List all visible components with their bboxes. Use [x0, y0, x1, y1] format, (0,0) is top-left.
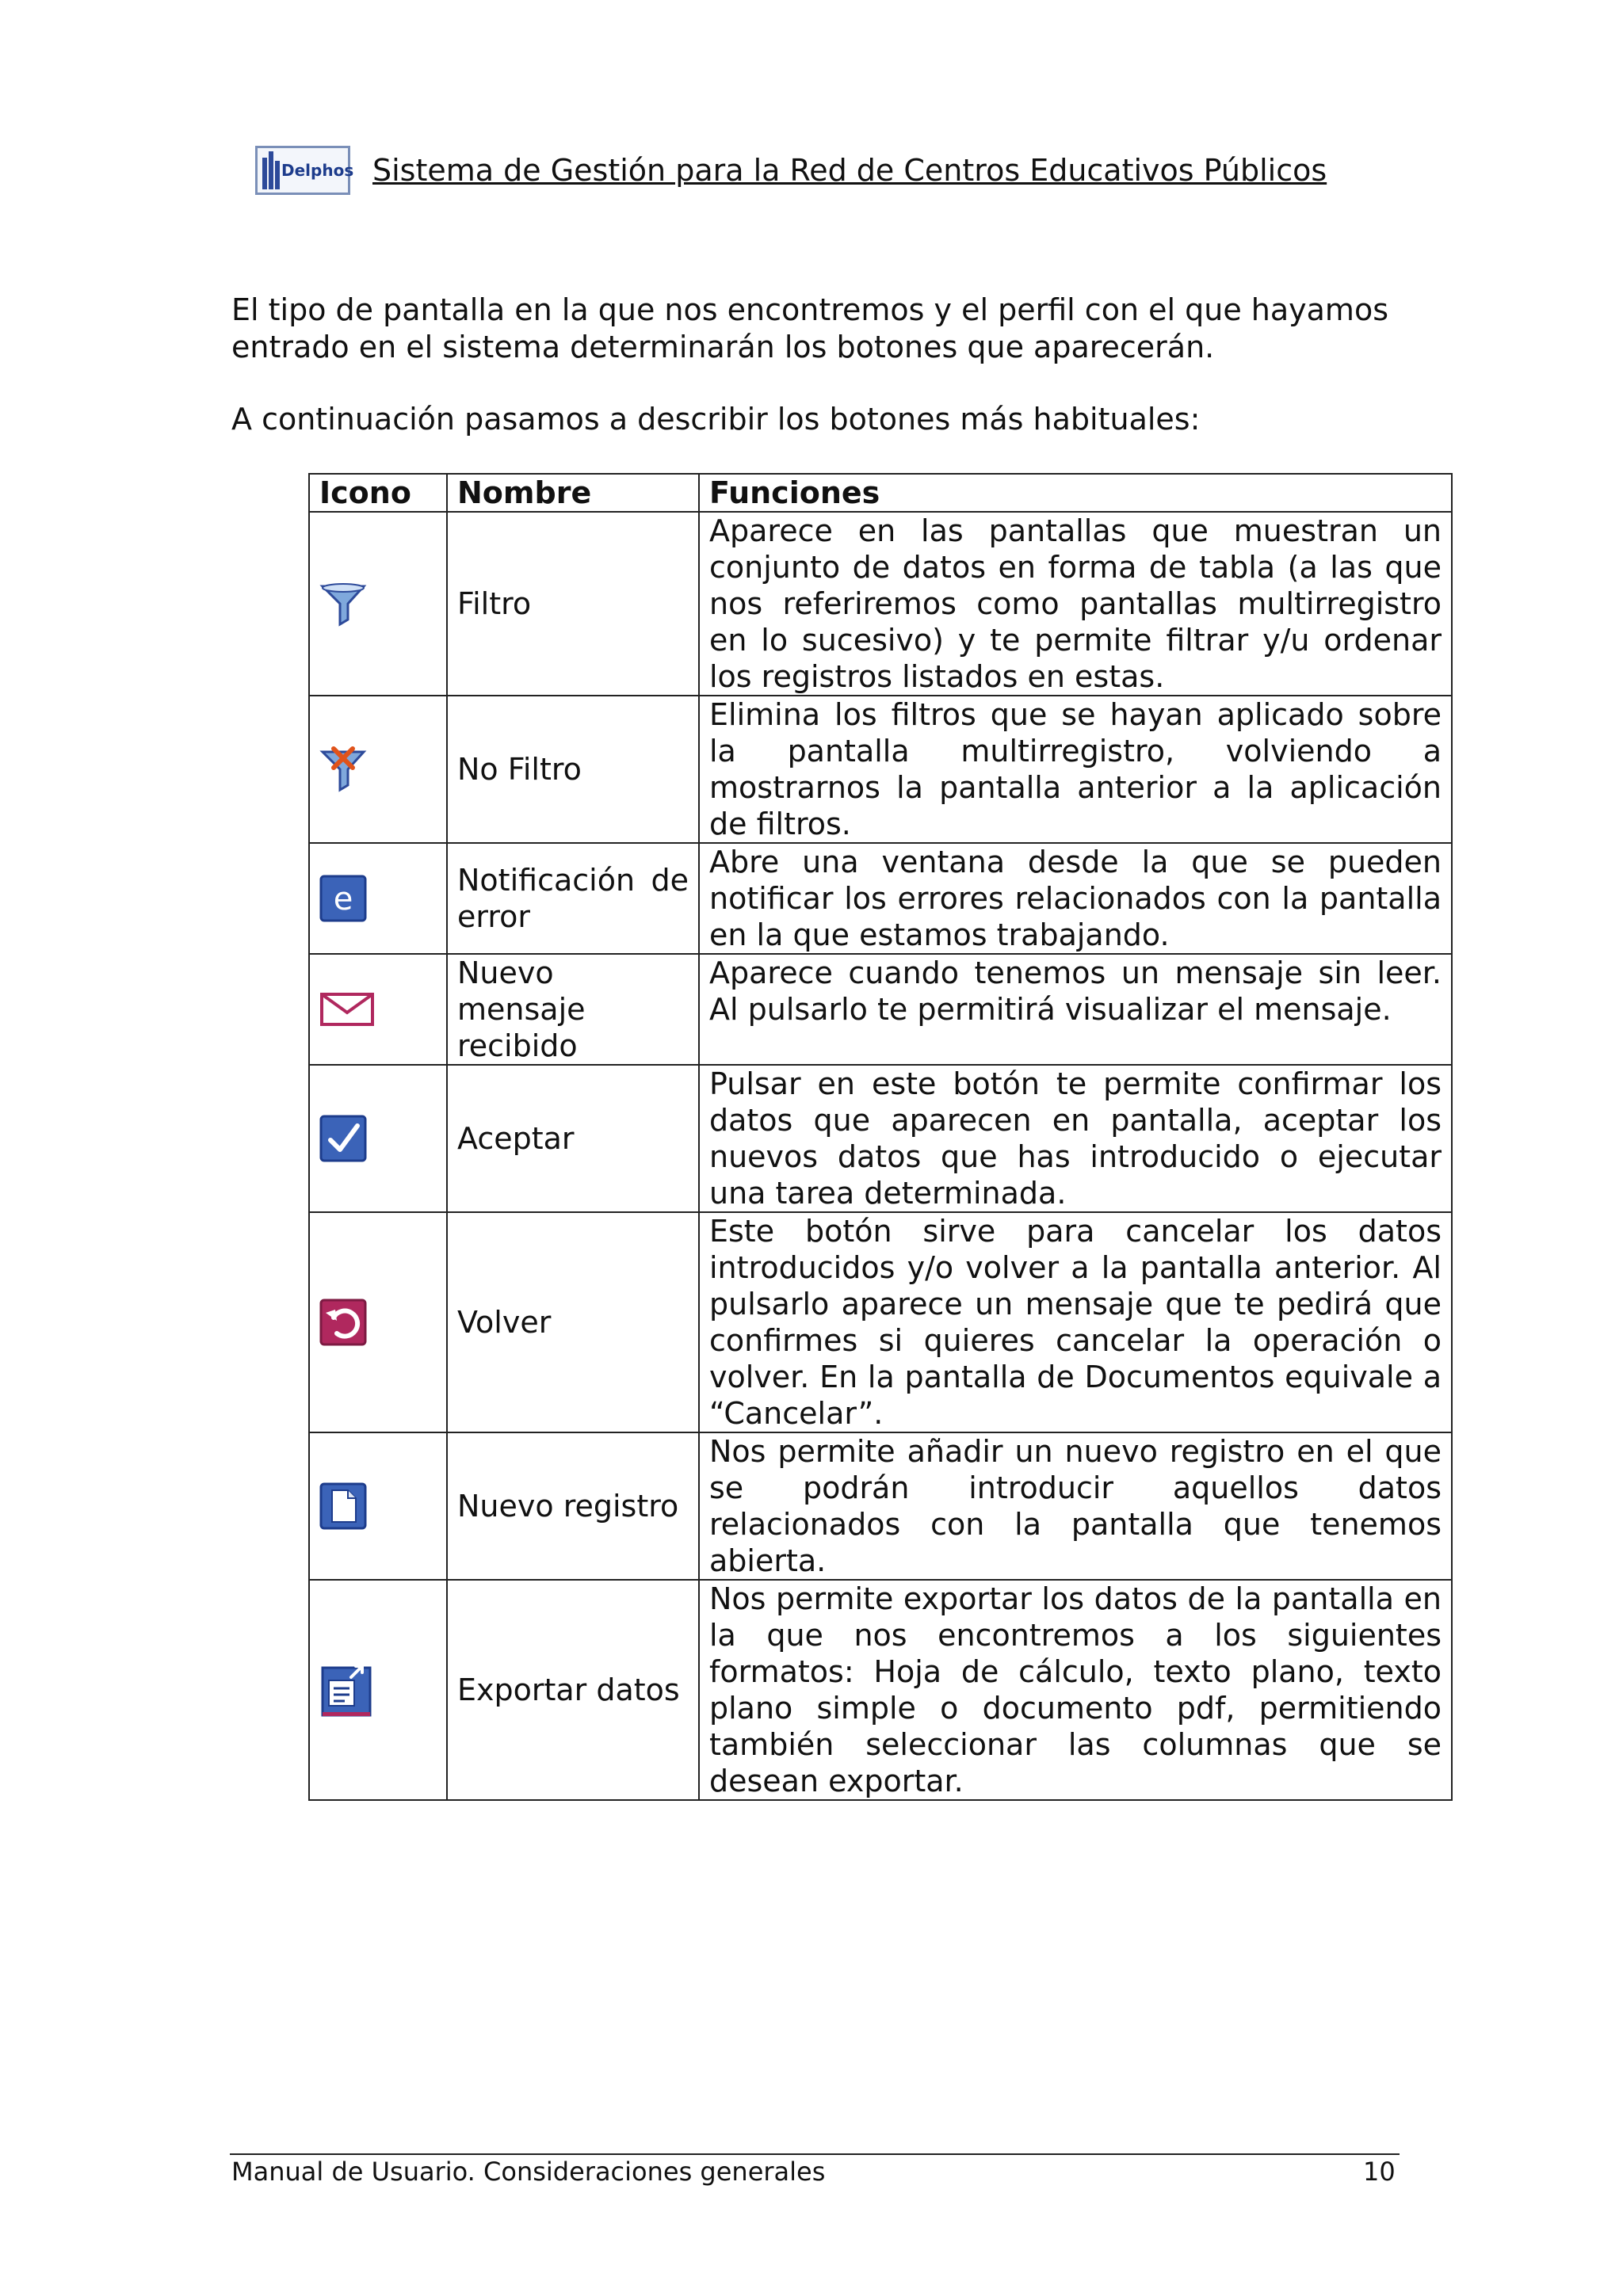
table-row: [309, 843, 1452, 954]
table-row: [309, 696, 1452, 843]
logo-pillars-icon: [262, 151, 280, 189]
row-name: Filtro: [447, 512, 699, 696]
logo-text: Delphos: [281, 161, 354, 180]
row-name: No Filtro: [447, 696, 699, 843]
row-name: Nuevo mensaje recibido: [447, 954, 699, 1065]
icon-cell: [309, 954, 447, 1065]
table-row: [309, 1432, 1452, 1580]
row-function: Abre una ventana desde la que se pueden notificar los errores relacionados con la pantalla en la que estamos trabajando.: [699, 843, 1452, 954]
row-function: Nos permite añadir un nuevo registro en el que se podrán introducir aquellos datos relacionados con la pantalla que tenemos abierta.: [699, 1432, 1452, 1580]
header-title: Sistema de Gestión para la Red de Centros Educativos Públicos: [372, 153, 1327, 188]
footer-divider: [230, 2153, 1400, 2155]
table-row: [309, 512, 1452, 696]
table-row: [309, 1580, 1452, 1800]
header-name: Nombre: [447, 474, 699, 512]
icon-cell: [309, 512, 447, 696]
icon-cell: [309, 1580, 447, 1800]
envelope-icon[interactable]: [319, 992, 375, 1027]
table-row: [309, 954, 1452, 1065]
icon-cell: [309, 1065, 447, 1212]
intro-paragraph-2: A continuación pasamos a describir los botones más habituales:: [231, 402, 1201, 437]
error-report-icon[interactable]: [319, 875, 367, 922]
row-name: Aceptar: [447, 1065, 699, 1212]
new-document-icon[interactable]: [319, 1482, 367, 1530]
svg-text:e: e: [333, 881, 353, 917]
row-name: Nuevo registro: [447, 1432, 699, 1580]
row-function: Este botón sirve para cancelar los datos introducidos y/o volver a la pantalla anterior. Al pulsarlo aparece un mensaje que te pedirá que confirmes si quieres cancelar la operación o volver. En la pantalla de Documentos equivale a “Cancelar”.: [699, 1212, 1452, 1432]
intro-paragraph-1: El tipo de pantalla en la que nos encontremos y el perfil con el que hayamos entrado en el sistema determinarán los botones que aparecerán.: [231, 292, 1388, 364]
page-header: [255, 143, 1327, 198]
buttons-table: [308, 473, 1453, 1801]
row-name: Notificación de error: [447, 843, 699, 954]
footer-title: Manual de Usuario. Consideraciones generales: [231, 2157, 826, 2187]
export-document-icon[interactable]: [319, 1661, 375, 1718]
row-name: Volver: [447, 1212, 699, 1432]
delphos-logo: [255, 146, 354, 195]
icon-cell: [309, 1212, 447, 1432]
header-functions: Funciones: [699, 474, 1452, 512]
no-filter-funnel-icon[interactable]: [319, 746, 367, 793]
undo-arrow-icon[interactable]: [319, 1299, 367, 1346]
filter-funnel-icon[interactable]: [319, 580, 367, 627]
row-function: Nos permite exportar los datos de la pantalla en la que nos encontremos a los siguientes formatos: Hoja de cálculo, texto plano, texto plano simple o documento pdf, permitiendo también seleccionar las columnas que se desean exportar.: [699, 1580, 1452, 1800]
row-function: Elimina los filtros que se hayan aplicado sobre la pantalla multirregistro, volviendo a mostrarnos la pantalla anterior a la aplicación de filtros.: [699, 696, 1452, 843]
table-row: [309, 1212, 1452, 1432]
checkmark-icon[interactable]: [319, 1115, 367, 1162]
icon-cell: [309, 1432, 447, 1580]
icon-cell: [309, 843, 447, 954]
row-function: Aparece en las pantallas que muestran un conjunto de datos en forma de tabla (a las que nos referiremos como pantallas multirregistro en lo sucesivo) y te permite filtrar y/u ordenar los registros listados en estas.: [699, 512, 1452, 696]
row-function: Aparece cuando tenemos un mensaje sin leer. Al pulsarlo te permitirá visualizar el mensaje.: [699, 954, 1452, 1065]
page-number: 10: [1363, 2157, 1396, 2187]
row-name: Exportar datos: [447, 1580, 699, 1800]
table-row: [309, 1065, 1452, 1212]
row-function: Pulsar en este botón te permite confirmar los datos que aparecen en pantalla, aceptar los nuevos datos que has introducido o ejecutar una tarea determinada.: [699, 1065, 1452, 1212]
header-icon: Icono: [309, 474, 447, 512]
table-header-row: [309, 474, 1452, 512]
icon-cell: [309, 696, 447, 843]
